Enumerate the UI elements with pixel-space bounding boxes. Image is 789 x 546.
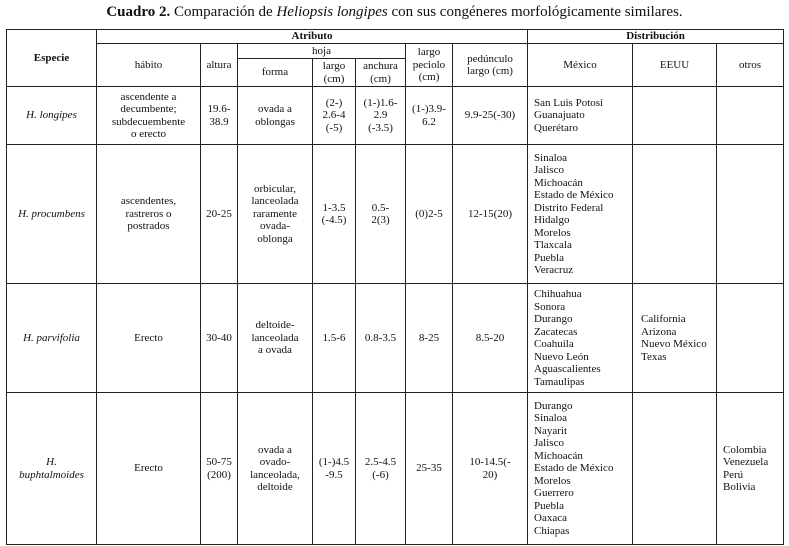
caption-label: Cuadro 2.: [106, 4, 171, 20]
cell-eeuu: [633, 87, 717, 145]
cell-habito: [97, 87, 201, 145]
cell-especie: [7, 393, 97, 545]
cell-altura: [201, 393, 238, 545]
cell-line: (-3.5): [368, 121, 393, 134]
cell-line: lanceolada: [251, 331, 299, 344]
cell-line: California: [641, 313, 686, 325]
header-mexico: México: [528, 44, 633, 87]
cell-line: 2.6-4: [322, 109, 346, 122]
caption-suffix: con sus congéneres morfológicamente similares.: [391, 4, 683, 20]
cell-line: 20-25: [206, 207, 232, 220]
cell-line: 8-25: [418, 331, 440, 344]
cell-mexico: [528, 393, 633, 545]
cell-line: Jalisco: [534, 164, 564, 176]
cell-line: Sonora: [534, 300, 566, 313]
cell-line: Arizona: [641, 325, 677, 338]
cell-line: o erecto: [130, 128, 167, 140]
cell-forma: [238, 87, 313, 145]
cell-line: ovada a: [258, 103, 292, 115]
cell-line: 0.8-3.5: [364, 331, 397, 344]
cell-line: 25-35: [416, 462, 442, 475]
cell-line: 50-75: [206, 456, 232, 468]
cell-pedunculo: [453, 393, 528, 545]
cell-line: (0)2-5: [415, 207, 443, 220]
table-row: [7, 393, 784, 545]
cell-mexico: [528, 145, 633, 284]
cell-line: 8.5-20: [475, 331, 505, 344]
cell-line: Nayarit: [534, 424, 567, 437]
cell-line: Aguascalientes: [534, 363, 601, 375]
cell-line: Michoacán: [534, 176, 583, 189]
caption-species: Heliopsis longipes: [276, 4, 388, 20]
cell-line: Texas: [641, 350, 667, 363]
cell-line: ascendentes,: [120, 195, 177, 208]
cell-mexico: [528, 284, 633, 393]
cell-line: (-6): [372, 468, 389, 481]
cell-line: -9.5: [325, 468, 343, 481]
cell-line: Guerrero: [534, 487, 574, 500]
cell-line: Morelos: [534, 226, 571, 239]
cell-habito: [97, 284, 201, 393]
cell-pedunculo: [453, 284, 528, 393]
cell-line: Puebla: [534, 499, 564, 512]
header-otros: otros: [717, 44, 784, 87]
cell-line: 2(3): [371, 214, 390, 226]
cell-line: Sinaloa: [534, 412, 568, 425]
cell-line: rastreros o: [125, 207, 172, 220]
cell-line: largo: [322, 60, 346, 72]
header-atributo: Atributo: [97, 30, 528, 44]
cell-peciolo: [406, 87, 453, 145]
cell-line: Durango: [534, 399, 573, 412]
cell-line: deltoide-: [255, 319, 295, 332]
header-especie: Especie: [7, 30, 97, 87]
header-largo: [313, 59, 356, 87]
cell-largo: [313, 145, 356, 284]
cell-otros: [717, 393, 784, 545]
cell-line: deltoide: [257, 481, 293, 493]
cell-line: 2.5-4.5: [364, 456, 397, 468]
cell-line: (200): [207, 468, 231, 481]
cell-habito: [97, 393, 201, 545]
cell-line: 1-3.5: [322, 201, 346, 214]
cell-line: Erecto: [134, 462, 163, 475]
cell-pedunculo: [453, 145, 528, 284]
cell-line: Puebla: [534, 251, 564, 264]
cell-line: 1.5-6: [322, 331, 346, 344]
cell-line: Chiapas: [534, 524, 570, 537]
comparison-table: [6, 29, 784, 545]
cell-line: Tamaulipas: [534, 375, 585, 388]
cell-line: ovado-: [259, 456, 291, 468]
header-anchura: [356, 59, 406, 87]
header-largo-peciolo: [406, 44, 453, 87]
cell-habito: [97, 145, 201, 284]
cell-line: Chihuahua: [534, 288, 582, 300]
cell-line: (-4.5): [321, 214, 347, 226]
cell-forma: [238, 145, 313, 284]
cell-line: (cm): [370, 72, 391, 85]
cell-line: Nuevo México: [641, 338, 707, 350]
cell-otros: [717, 284, 784, 393]
cell-altura: [201, 284, 238, 393]
cell-line: orbicular,: [253, 182, 296, 195]
cell-line: Coahuila: [534, 338, 574, 350]
cell-line: oblonga: [257, 232, 293, 245]
header-eeuu: EEUU: [633, 44, 717, 87]
table-row: [7, 87, 784, 145]
cell-line: 0.5-: [371, 201, 390, 214]
cell-line: 6.2: [422, 115, 436, 128]
cell-line: Querétaro: [534, 121, 578, 134]
cell-peciolo: [406, 145, 453, 284]
cell-line: (1-)3.9-: [412, 103, 446, 115]
cell-line: Oaxaca: [534, 512, 567, 525]
cell-line: Nuevo León: [534, 350, 589, 363]
cell-line: buphtalmoides: [19, 468, 84, 481]
cell-line: pedúnculo: [467, 52, 513, 65]
cell-line: Perú: [723, 468, 744, 481]
cell-line: H. parvifolia: [23, 331, 80, 344]
cell-anchura: [356, 284, 406, 393]
cell-line: ascendente a: [120, 90, 177, 103]
cell-line: Zacatecas: [534, 325, 578, 338]
cell-peciolo: [406, 393, 453, 545]
cell-line: Erecto: [134, 331, 163, 344]
cell-line: largo (cm): [467, 65, 513, 77]
cell-pedunculo: [453, 87, 528, 145]
cell-line: ovada a: [258, 443, 292, 456]
cell-line: oblongas: [255, 115, 295, 128]
table-caption: [0, 0, 789, 28]
cell-peciolo: [406, 284, 453, 393]
cell-line: Hidalgo: [534, 214, 570, 226]
cell-line: Estado de México: [534, 189, 614, 201]
cell-mexico: [528, 87, 633, 145]
cell-line: ovada-: [260, 220, 290, 233]
cell-line: a ovada: [258, 344, 292, 357]
cell-line: (cm): [323, 72, 345, 85]
cell-altura: [201, 87, 238, 145]
cell-largo: [313, 87, 356, 145]
cell-line: peciolo: [412, 58, 446, 71]
cell-line: (1-)4.5: [318, 456, 350, 468]
header-habito: hábito: [97, 44, 201, 87]
cell-largo: [313, 284, 356, 393]
cell-line: anchura: [363, 60, 398, 72]
cell-line: 19.6-: [207, 103, 231, 115]
caption-prefix: Comparación de: [174, 4, 273, 20]
cell-anchura: [356, 145, 406, 284]
cell-line: subdecuembente: [111, 115, 186, 128]
cell-line: H. procumbens: [18, 207, 85, 220]
cell-line: Bolivia: [723, 481, 756, 493]
cell-line: Veracruz: [534, 264, 574, 276]
cell-eeuu: [633, 145, 717, 284]
cell-line: 9.9-25(-30): [464, 109, 516, 122]
cell-eeuu: [633, 393, 717, 545]
cell-anchura: [356, 87, 406, 145]
cell-especie: [7, 87, 97, 145]
cell-line: Tlaxcala: [534, 239, 572, 251]
cell-anchura: [356, 393, 406, 545]
cell-line: Guanajuato: [534, 109, 585, 122]
cell-line: H.: [46, 456, 57, 468]
header-forma: forma: [238, 59, 313, 87]
cell-line: (cm): [418, 71, 440, 84]
cell-line: postrados: [127, 220, 170, 233]
cell-line: raramente: [253, 207, 297, 220]
cell-line: 30-40: [206, 331, 232, 344]
cell-forma: [238, 393, 313, 545]
cell-especie: [7, 145, 97, 284]
cell-line: (1-)1.6-: [363, 96, 398, 109]
cell-altura: [201, 145, 238, 284]
cell-especie: [7, 284, 97, 393]
header-pedunculo: [453, 44, 528, 87]
cell-line: Estado de México: [534, 462, 614, 475]
cell-line: decumbente;: [120, 103, 177, 115]
cell-line: Venezuela: [723, 456, 769, 468]
cell-largo: [313, 393, 356, 545]
cell-otros: [717, 145, 784, 284]
cell-line: 12-15(20): [468, 207, 512, 220]
table-row: [7, 145, 784, 284]
cell-line: largo: [417, 46, 441, 59]
cell-eeuu: [633, 284, 717, 393]
cell-line: San Luis Potosí: [534, 96, 604, 109]
cell-line: lanceolada,: [250, 468, 300, 481]
cell-line: (-5): [325, 121, 343, 134]
cell-line: Jalisco: [534, 437, 564, 450]
header-altura: altura: [201, 44, 238, 87]
cell-line: 20): [482, 468, 498, 481]
cell-line: 10-14.5(-: [469, 456, 511, 468]
cell-line: lanceolada: [251, 195, 299, 208]
header-distribucion: Distribución: [528, 30, 784, 44]
cell-line: Sinaloa: [534, 151, 568, 164]
table-row: [7, 284, 784, 393]
cell-line: H. longipes: [26, 109, 77, 122]
cell-line: 2.9: [373, 109, 388, 122]
cell-line: 38.9: [209, 115, 229, 128]
header-hoja: hoja: [238, 44, 406, 59]
cell-line: (2-): [325, 96, 343, 109]
cell-otros: [717, 87, 784, 145]
cell-line: Michoacán: [534, 449, 583, 462]
cell-forma: [238, 284, 313, 393]
cell-line: Colombia: [723, 443, 767, 456]
cell-line: Morelos: [534, 474, 571, 487]
cell-line: Distrito Federal: [534, 201, 604, 214]
cell-line: Durango: [534, 313, 573, 325]
